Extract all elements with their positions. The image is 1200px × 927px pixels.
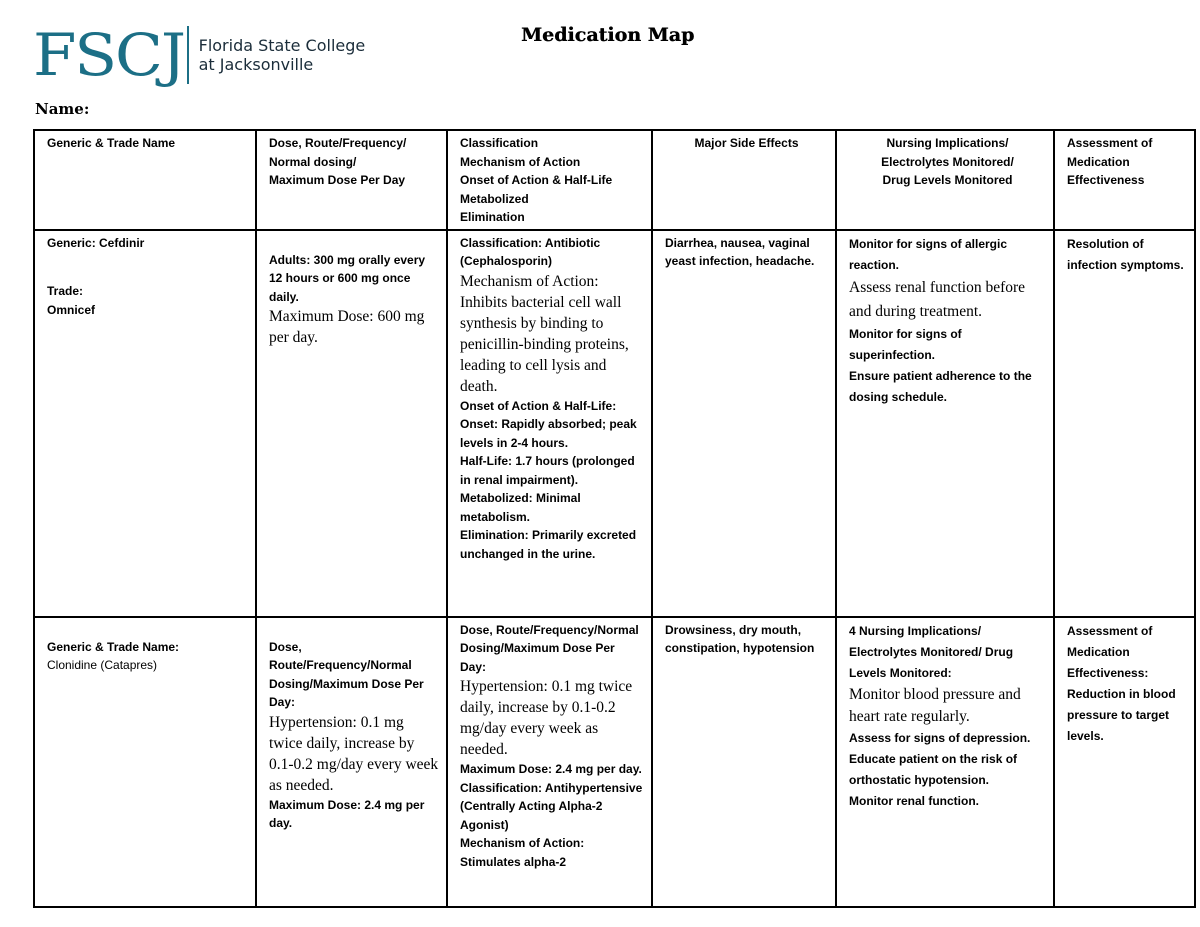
cell-dose bbox=[256, 617, 447, 907]
half-life-text: Half-Life: 1.7 hours (prolonged in renal impairment). bbox=[460, 454, 635, 487]
max-dose-text: Maximum Dose: 2.4 mg per day. bbox=[269, 797, 425, 830]
onset-text: Onset: Rapidly absorbed; peak levels in 2-4 hours. bbox=[460, 417, 637, 450]
cell-classification bbox=[447, 617, 652, 907]
header-dose: Dose, Route/Frequency/ Normal dosing/ Maximum Dose Per Day bbox=[256, 130, 447, 230]
header-side-effects: Major Side Effects bbox=[652, 130, 836, 230]
classification-text: Classification: Antihypertensive (Centrally Acting Alpha-2 Agonist) bbox=[460, 780, 643, 832]
max-dose-text: Maximum Dose: 600 mg per day. bbox=[269, 308, 425, 346]
cell-generic-trade bbox=[34, 230, 256, 617]
metabolized-text: Metabolized: Minimal metabolism. bbox=[460, 491, 581, 524]
cell-generic-trade bbox=[34, 617, 256, 907]
mechanism-text: Mechanism of Action: Stimulates alpha-2 bbox=[460, 836, 585, 869]
nursing-item: Educate patient on the risk of orthostatic hypotension. bbox=[849, 751, 1018, 787]
table-row bbox=[34, 617, 1195, 907]
logo-text bbox=[199, 36, 366, 74]
nursing-item: Monitor for signs of superinfection. bbox=[849, 326, 962, 362]
dose-text: Adults: 300 mg orally every 12 hours or 600 mg once daily. bbox=[269, 252, 426, 304]
side-effects-text: Diarrhea, nausea, vaginal yeast infection, headache. bbox=[665, 235, 815, 268]
header-nursing: Nursing Implications/ Electrolytes Monitored/ Drug Levels Monitored bbox=[836, 130, 1054, 230]
cell-nursing bbox=[836, 617, 1054, 907]
generic-name: Generic: Cefdinir bbox=[47, 235, 145, 250]
table-row bbox=[34, 230, 1195, 617]
nursing-item: Monitor for signs of allergic reaction. bbox=[849, 236, 1008, 272]
mechanism-text: Mechanism of Action: Inhibits bacterial cell wall synthesis by binding to penicillin-binding proteins, leading to cell lysis and death. bbox=[460, 272, 629, 395]
dose-text: Hypertension: 0.1 mg twice daily, increase by 0.1-0.2 mg/day every week as needed. bbox=[269, 713, 439, 794]
cell-side-effects bbox=[652, 230, 836, 617]
cell-classification bbox=[447, 230, 652, 617]
dose-label: Dose, Route/Frequency/Normal Dosing/Maximum Dose Per Day: bbox=[460, 622, 639, 674]
logo-divider bbox=[187, 26, 189, 84]
table-header-row bbox=[34, 130, 1195, 230]
side-effects-text: Drowsiness, dry mouth, constipation, hypotension bbox=[665, 622, 815, 655]
cell-dose bbox=[256, 230, 447, 617]
logo-line-1: Florida State College bbox=[198, 36, 366, 55]
cell-side-effects bbox=[652, 617, 836, 907]
classification-text: Classification: Antibiotic (Cephalosporin) bbox=[460, 235, 601, 268]
name-label: Name: bbox=[35, 100, 90, 118]
nursing-item: Assess for signs of depression. bbox=[849, 730, 1031, 745]
nursing-label: 4 Nursing Implications/ Electrolytes Monitored/ Drug Levels Monitored: bbox=[849, 623, 1014, 680]
nursing-item: Monitor blood pressure and heart rate regularly. bbox=[849, 685, 1021, 725]
nursing-item: Monitor renal function. bbox=[849, 793, 979, 808]
max-dose-text: Maximum Dose: 2.4 mg per day. bbox=[460, 762, 642, 776]
nursing-item: Assess renal function before and during treatment. bbox=[849, 278, 1026, 320]
logo-mark: FSCJ bbox=[33, 21, 184, 89]
header-generic-trade: Generic & Trade Name bbox=[34, 130, 256, 230]
elimination-text: Elimination: Primarily excreted unchanged in the urine. bbox=[460, 528, 637, 561]
dose-label: Dose, Route/Frequency/Normal Dosing/Maximum Dose Per Day: bbox=[269, 639, 424, 709]
generic-trade-name: Clonidine (Catapres) bbox=[47, 658, 158, 672]
nursing-item: Ensure patient adherence to the dosing schedule. bbox=[849, 368, 1032, 404]
medication-map-table bbox=[33, 129, 1196, 908]
trade-label: Trade: bbox=[47, 284, 84, 298]
logo-line-2: at Jacksonville bbox=[198, 55, 314, 74]
header-assessment: Assessment of Medication Effectiveness bbox=[1054, 130, 1195, 230]
document-title: Medication Map bbox=[521, 24, 695, 46]
header-classification: Classification Mechanism of Action Onset of Action & Half-Life Metabolized Elimination bbox=[447, 130, 652, 230]
cell-assessment bbox=[1054, 230, 1195, 617]
assessment-text: Resolution of infection symptoms. bbox=[1067, 236, 1184, 272]
onset-label: Onset of Action & Half-Life: bbox=[460, 398, 617, 413]
dose-text: Hypertension: 0.1 mg twice daily, increase by 0.1-0.2 mg/day every week as needed. bbox=[460, 678, 633, 758]
cell-assessment bbox=[1054, 617, 1195, 907]
college-logo bbox=[33, 21, 366, 89]
generic-trade-label: Generic & Trade Name: bbox=[47, 639, 180, 654]
cell-nursing bbox=[836, 230, 1054, 617]
trade-name: Omnicef bbox=[47, 302, 96, 317]
assessment-text: Assessment of Medication Effectiveness: Reduction in blood pressure to target levels. bbox=[1067, 623, 1176, 743]
